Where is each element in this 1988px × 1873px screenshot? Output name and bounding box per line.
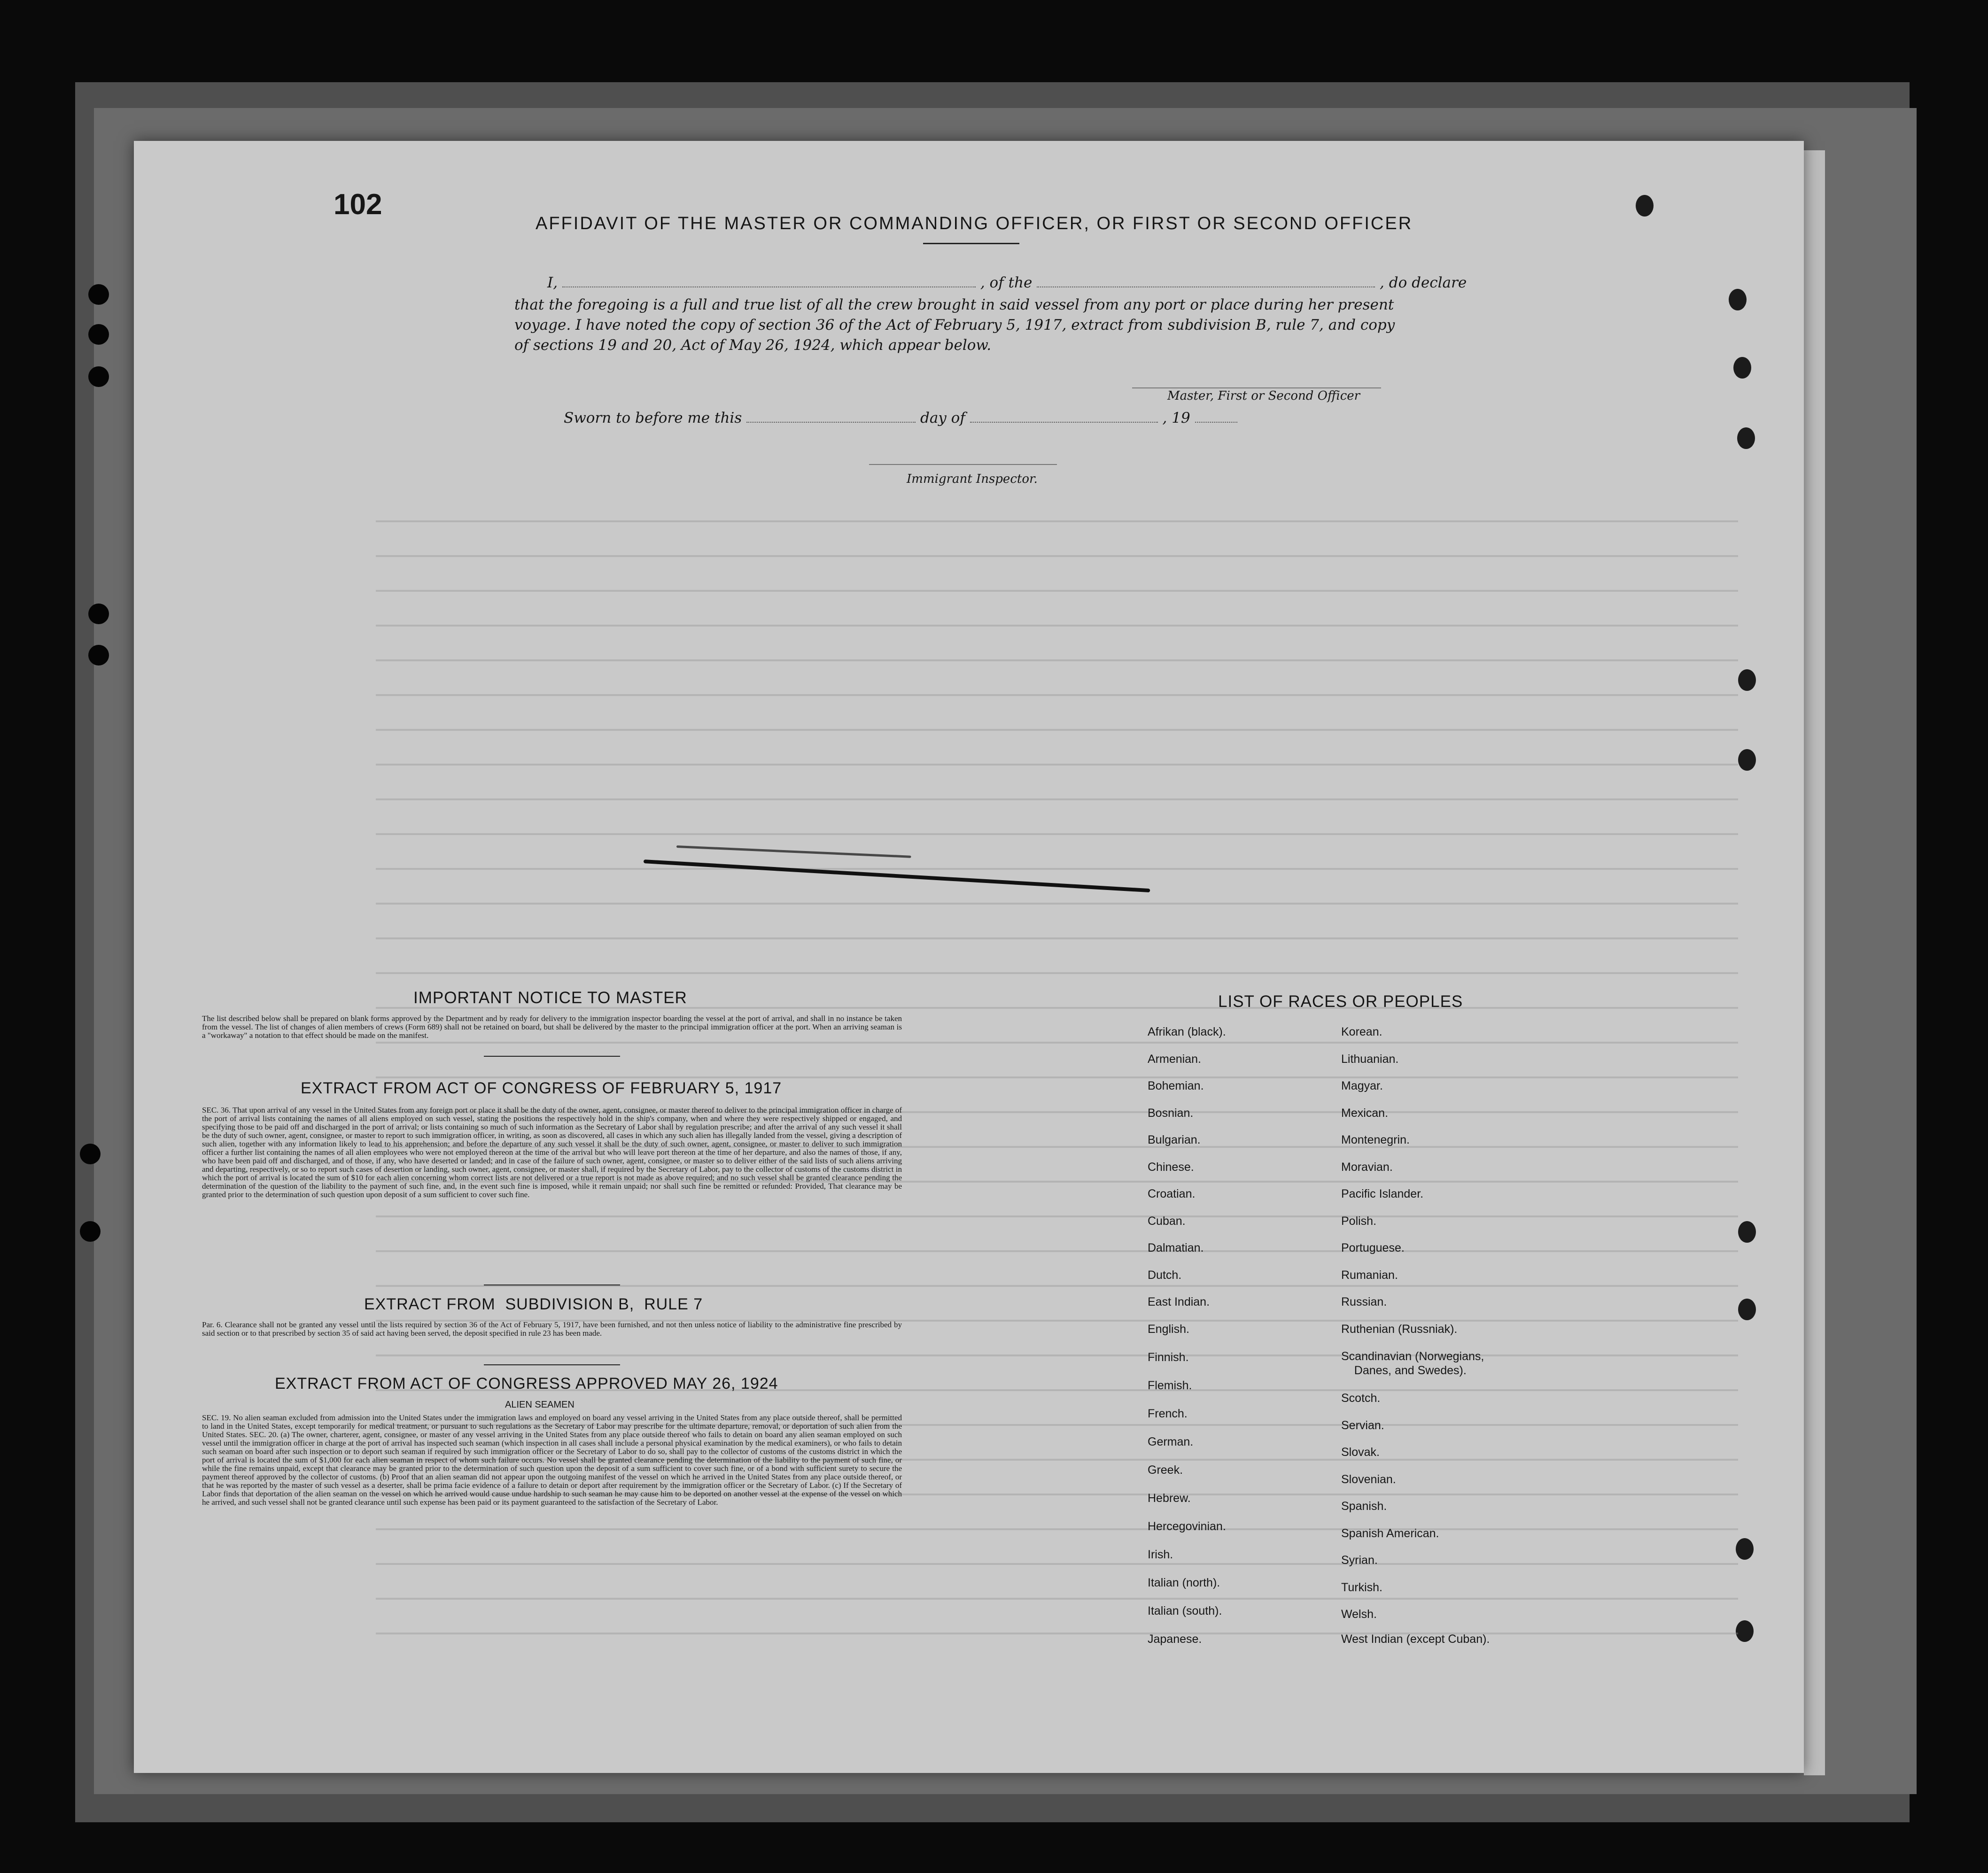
punch-hole xyxy=(1636,195,1654,217)
race-item: Croatian. xyxy=(1148,1187,1196,1200)
affidavit-title: AFFIDAVIT OF THE MASTER OR COMMANDING OFFICER, OR FIRST OR SECOND OFFICER xyxy=(536,214,1413,233)
master-label: Master, First or Second Officer xyxy=(1167,389,1360,403)
extract-1917-title: EXTRACT FROM ACT OF CONGRESS OF FEBRUARY 5, 1917 xyxy=(301,1079,782,1097)
race-item: Spanish American. xyxy=(1341,1527,1439,1540)
title-divider xyxy=(923,243,1019,244)
race-item: Armenian. xyxy=(1148,1053,1201,1066)
race-item: Hebrew. xyxy=(1148,1492,1191,1505)
inspector-signature-line xyxy=(869,464,1057,465)
race-item: Portuguese. xyxy=(1341,1241,1405,1254)
race-item: Lithuanian. xyxy=(1341,1053,1399,1066)
punch-hole xyxy=(80,1144,101,1164)
sworn-month-blank xyxy=(970,408,1158,423)
sworn-day-of: day of xyxy=(920,410,965,426)
race-item: Greek. xyxy=(1148,1463,1183,1477)
race-item: Russian. xyxy=(1341,1295,1387,1308)
punch-hole xyxy=(1733,357,1751,379)
rule7-body: Par. 6. Clearance shall not be granted any vessel until the lists required by section 36 of the Act of February 5, 1917, have been furnished, and not then unless notice of liability to the administrative fine prescribed by said section or to that prescribed by section 35 of said act having been served, the deposit specified in rule 23 has been made. xyxy=(202,1320,902,1338)
punch-hole xyxy=(1736,1538,1754,1560)
race-item: Finnish. xyxy=(1148,1351,1189,1364)
sworn-text: Sworn to before me this xyxy=(564,410,742,426)
declaration-line-1 xyxy=(547,272,1467,291)
punch-hole xyxy=(80,1221,101,1242)
sworn-year: , 19 xyxy=(1162,410,1190,426)
race-item: Ruthenian (Russniak). xyxy=(1341,1323,1458,1336)
race-item: Chinese. xyxy=(1148,1161,1194,1174)
race-item: Cuban. xyxy=(1148,1215,1186,1228)
rule7-title: EXTRACT FROM SUBDIVISION B, RULE 7 xyxy=(364,1295,703,1313)
notice-body: The list described below shall be prepared on blank forms approved by the Department and by ready for delivery to the immigration inspector boarding the vessel at the port of arrival, and shall in no instance be taken from the vessel. The list of changes of alien members of crews (Form 689) shall not be retained on board, but shall be delivered by the master to the principal immigration officer at the port. When an arriving seaman is a "workaway" a notation to that effect should be made on the manifest. xyxy=(202,1014,902,1040)
extract-1924-title: EXTRACT FROM ACT OF CONGRESS APPROVED MAY 26, 1924 xyxy=(275,1375,778,1393)
race-item: German. xyxy=(1148,1435,1194,1448)
race-item: Irish. xyxy=(1148,1548,1173,1561)
declaration-of-the: , of the xyxy=(980,274,1033,291)
race-item: French. xyxy=(1148,1407,1188,1420)
race-item: Italian (south). xyxy=(1148,1604,1222,1618)
punch-hole xyxy=(88,604,109,624)
race-item: Korean. xyxy=(1341,1025,1382,1038)
master-signature-line xyxy=(1132,387,1381,388)
race-item: Dutch. xyxy=(1148,1269,1182,1282)
divider xyxy=(484,1056,620,1057)
extract-1924-subtitle: ALIEN SEAMEN xyxy=(505,1400,575,1410)
declaration-line-4: of sections 19 and 20, Act of May 26, 1924, which appear below. xyxy=(514,337,992,354)
race-item: Syrian. xyxy=(1341,1554,1378,1567)
race-item: Afrikan (black). xyxy=(1148,1025,1226,1038)
race-item: Servian. xyxy=(1341,1419,1384,1432)
inspector-label: Immigrant Inspector. xyxy=(907,472,1038,486)
punch-hole xyxy=(88,324,109,345)
sworn-year-blank xyxy=(1195,408,1237,423)
declaration-line-3: voyage. I have noted the copy of section 36 of the Act of February 5, 1917, extract from subdivision B, rule 7, and copy xyxy=(514,317,1395,333)
punch-hole xyxy=(88,284,109,305)
punch-hole xyxy=(1738,669,1756,691)
race-item: Dalmatian. xyxy=(1148,1241,1204,1254)
race-item: West Indian (except Cuban). xyxy=(1341,1633,1490,1646)
race-item: East Indian. xyxy=(1148,1295,1210,1308)
race-item: Mexican. xyxy=(1341,1107,1389,1120)
page-number: 102 xyxy=(334,188,382,221)
vessel-blank xyxy=(1037,272,1375,287)
notice-title: IMPORTANT NOTICE TO MASTER xyxy=(413,989,687,1007)
race-item: Scandinavian (Norwegians, Danes, and Swedes). xyxy=(1341,1350,1484,1377)
race-item: Italian (north). xyxy=(1148,1576,1220,1589)
declaration-do-declare: , do declare xyxy=(1380,274,1467,291)
punch-hole xyxy=(1736,1620,1754,1642)
race-item: Hercegovinian. xyxy=(1148,1520,1226,1533)
race-item: Welsh. xyxy=(1341,1608,1377,1621)
race-item: English. xyxy=(1148,1323,1189,1336)
sworn-day-blank xyxy=(746,408,916,423)
race-item: Polish. xyxy=(1341,1215,1377,1228)
punch-hole xyxy=(1738,1299,1756,1320)
sheet-edge xyxy=(1804,150,1825,1775)
declaration-i: I, xyxy=(547,274,558,291)
punch-hole xyxy=(1738,1221,1756,1243)
race-item: Flemish. xyxy=(1148,1379,1192,1392)
race-item: Rumanian. xyxy=(1341,1269,1398,1282)
race-item: Magyar. xyxy=(1341,1079,1383,1092)
race-item: Bosnian. xyxy=(1148,1107,1194,1120)
punch-hole xyxy=(1738,749,1756,771)
race-item: Slovenian. xyxy=(1341,1473,1396,1486)
punch-hole xyxy=(88,366,109,387)
race-item: Japanese. xyxy=(1148,1633,1202,1646)
race-item: Spanish. xyxy=(1341,1500,1387,1513)
name-blank xyxy=(562,272,976,287)
race-item: Bohemian. xyxy=(1148,1079,1204,1092)
extract-1917-body: SEC. 36. That upon arrival of any vessel in the United States from any foreign port or place it shall be the duty of the owner, agent, consignee, or master thereof to deliver to the principal immigration officer in charge of the port of arrival lists containing the names of all aliens employed on such vessel, stating the positions the respectively hold in the ship's company, when and where they were respectively shipped or engaged, and specifying those to be paid off and discharged in the port of arrival; or lists containing so much of such information as the Secretary of Labor shall by regulation prescribe; and after the arrival of any such vessel it shall be the duty of such owner, agent, consignee, or master to report to such immigration officer, in writing, as soon as discovered, all cases in which any such alien has illegally landed from the vessel, giving a description of such alien, together with any information likely to lead to his apprehension; and before the departure of any such vessel it shall be the duty of such owner, agent, consignee, or master to deliver to such immigration officer a further list containing the names of all alien employees who were not employed thereon at the time of the arrival but who will leave port thereon at the time of her departure, and also the names of those, if any, who have been paid off and discharged, and of those, if any, who have deserted or landed; and in case of the failure of such owner, agent, consignee, or master so to deliver either of the said lists of such aliens arriving and departing, respectively, or so to report such cases of desertion or landing, such owner, agent, consignee, or master shall, if required by the Secretary of Labor, pay to the collector of customs of the customs district in which the port of arrival is located the sum of $10 for each alien concerning whom correct lists are not delivered or a true report is not made as above required; and no such vessel shall be granted clearance pending the determination of the question of the liability to the payment of such fine, and, in the event such fine is imposed, while it remain unpaid; nor shall such fine be remitted or refunded: Provided, That clearance may be granted prior to the determination of such question upon deposit of a sum sufficient to cover such fine. xyxy=(202,1106,902,1199)
declaration-line-2: that the foregoing is a full and true list of all the crew brought in said vessel from any port or place during her present xyxy=(514,296,1394,313)
race-item: Scotch. xyxy=(1341,1392,1381,1405)
race-item: Bulgarian. xyxy=(1148,1133,1201,1146)
race-item: Slovak. xyxy=(1341,1446,1380,1459)
sworn-line xyxy=(564,408,1237,426)
races-title: LIST OF RACES OR PEOPLES xyxy=(1218,992,1463,1011)
race-item: Pacific Islander. xyxy=(1341,1187,1424,1200)
punch-hole xyxy=(88,645,109,666)
punch-hole xyxy=(1729,289,1747,310)
extract-1924-body: SEC. 19. No alien seaman excluded from admission into the United States under the immigration laws and employed on board any vessel arriving in the United States from any place outside thereof, shall be permitted to land in the United States, except temporarily for medical treatment, or pursuant to such regulations as the Secretary of Labor may prescribe for the ultimate departure, removal, or deportation of such alien from the United States. SEC. 20. (a) The owner, charterer, agent, consignee, or master of any vessel arriving in the United States from any place outside thereof who fails to detain on board any alien seaman employed on such vessel until the immigration officer in charge at the port of arrival has inspected such seaman (which inspection in all cases shall include a personal physical examination by the medical examiners), or who fails to detain such seaman on board after such inspection or to deport such seaman if required by such immigration officer or the Secretary of Labor to do so, shall pay to the collector of customs of the customs district in which the port of arrival is located the sum of $1,000 for each alien seaman in respect of whom such failure occurs. No vessel shall be granted clearance pending the determination of the liability to the payment of such fine, or while the fine remains unpaid, except that clearance may be granted prior to the determination of such question upon the deposit of a sum sufficient to cover such fine, or of a bond with sufficient surety to secure the payment thereof approved by the collector of customs. (b) Proof that an alien seaman did not appear upon the outgoing manifest of the vessel on which he arrived in the United States from any place outside thereof, or that he was reported by the master of such vessel as a deserter, shall be prima facie evidence of a failure to detain or deport after requirement by the immigration officer or the Secretary of Labor. (c) If the Secretary of Labor finds that deportation of the alien seaman on the vessel on which he arrived would cause undue hardship to such seaman he may cause him to be deported on another vessel at the expense of the vessel on which he arrived, and such vessel shall not be granted clearance until such expense has been paid or its payment guaranteed to the satisfaction of the Secretary of Labor. xyxy=(202,1413,902,1507)
divider xyxy=(484,1364,620,1365)
race-item: Montenegrin. xyxy=(1341,1133,1410,1146)
race-item: Turkish. xyxy=(1341,1581,1382,1594)
punch-hole xyxy=(1737,427,1755,449)
race-item: Moravian. xyxy=(1341,1161,1393,1174)
